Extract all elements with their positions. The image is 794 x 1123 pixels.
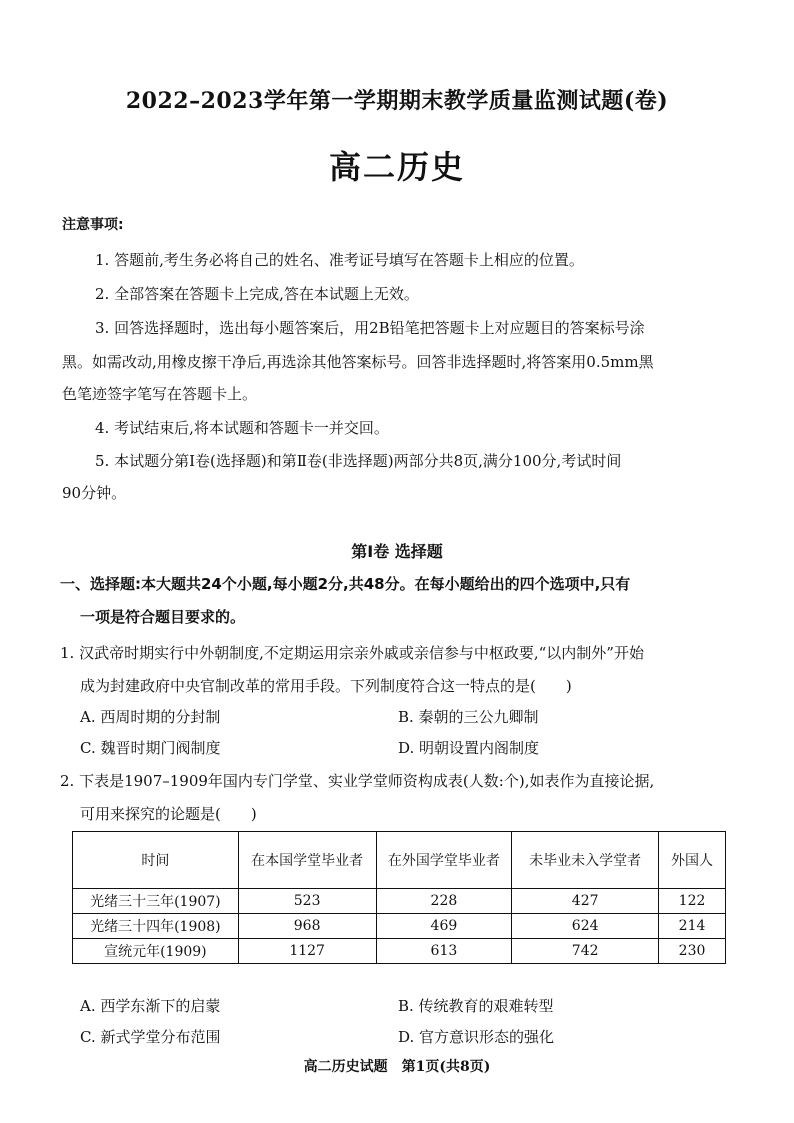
notice-item-4: 4. 考试结束后,将本试题和答题卡一并交回。 [95,419,389,437]
q1-option-a: A. 西周时期的分封制 [80,708,221,726]
table-cell: 469 [376,914,512,939]
q1-stem-cont: 成为封建政府中央官制改革的常用手段。下列制度符合这一特点的是( ) [80,677,572,695]
table-cell: 523 [238,889,376,914]
section-instruction: 一、选择题:本大题共24个小题,每小题2分,共48分。在每小题给出的四个选项中,只有 [60,575,631,593]
table-cell: 214 [659,914,726,939]
notice-item-5: 5. 本试题分第Ⅰ卷(选择题)和第Ⅱ卷(非选择题)两部分共8页,满分100分,考试时间 [95,452,622,470]
page-footer: 高二历史试题 第1页(共8页) [303,1059,491,1075]
q2-stem-cont: 可用来探究的论题是( ) [80,805,257,823]
teacher-composition-table [72,831,726,964]
section-title: 第Ⅰ卷 选择题 [351,542,443,561]
table-cell: 122 [659,889,726,914]
notice-item-3: 3. 回答选择题时，选出每小题答案后，用2B铅笔把答题卡上对应题目的答案标号涂 [95,319,645,337]
table-header-cell: 未毕业未入学堂者 [512,832,659,889]
table-row [73,889,726,914]
q2-option-d: D. 官方意识形态的强化 [398,1028,555,1046]
table-header-cell: 在本国学堂毕业者 [238,832,376,889]
q1-option-c: C. 魏晋时期门阀制度 [80,739,221,757]
notice-item-1: 1. 答题前,考生务必将自己的姓名、准考证号填写在答题卡上相应的位置。 [95,251,584,269]
table-row [73,939,726,964]
notice-heading: 注意事项: [62,217,124,233]
table-cell: 613 [376,939,512,964]
q2-option-b: B. 传统教育的艰难转型 [398,997,554,1015]
table-cell: 427 [512,889,659,914]
notice-item-3-cont2: 色笔迹签字笔写在答题卡上。 [62,385,258,403]
q1-option-d: D. 明朝设置内阁制度 [398,739,540,757]
table-cell: 228 [376,889,512,914]
table-cell: 光绪三十三年(1907) [73,889,239,914]
table-header-cell: 外国人 [659,832,726,889]
notice-item-5-cont: 90分钟。 [62,484,127,502]
table-header-cell: 时间 [73,832,239,889]
q1-stem: 1. 汉武帝时期实行中外朝制度,不定期运用宗亲外戚或亲信参与中枢政要,“以内制外”开始 [60,644,644,662]
table-header-cell: 在外国学堂毕业者 [376,832,512,889]
table-row [73,914,726,939]
notice-item-3-cont: 黑。如需改动,用橡皮擦干净后,再选涂其他答案标号。回答非选择题时,将答案用0.5mm黑 [62,353,654,371]
section-instruction-cont: 一项是符合题目要求的。 [80,608,246,626]
exam-title: 2022–2023学年第一学期期末教学质量监测试题(卷) [125,88,669,114]
table-header-row [73,832,726,889]
table-cell: 光绪三十四年(1908) [73,914,239,939]
q2-option-c: C. 新式学堂分布范围 [80,1028,221,1046]
q2-option-a: A. 西学东渐下的启蒙 [80,997,221,1015]
table-cell: 968 [238,914,376,939]
table-cell: 742 [512,939,659,964]
q1-option-b: B. 秦朝的三公九卿制 [398,708,539,726]
table-cell: 1127 [238,939,376,964]
q2-stem: 2. 下表是1907–1909年国内专门学堂、实业学堂师资构成表(人数:个),如表作为直接论据, [60,772,655,790]
table-cell: 230 [659,939,726,964]
table-cell: 624 [512,914,659,939]
table-cell: 宣统元年(1909) [73,939,239,964]
notice-item-2: 2. 全部答案在答题卡上完成,答在本试题上无效。 [95,285,419,303]
subject-title: 高二历史 [328,148,465,186]
